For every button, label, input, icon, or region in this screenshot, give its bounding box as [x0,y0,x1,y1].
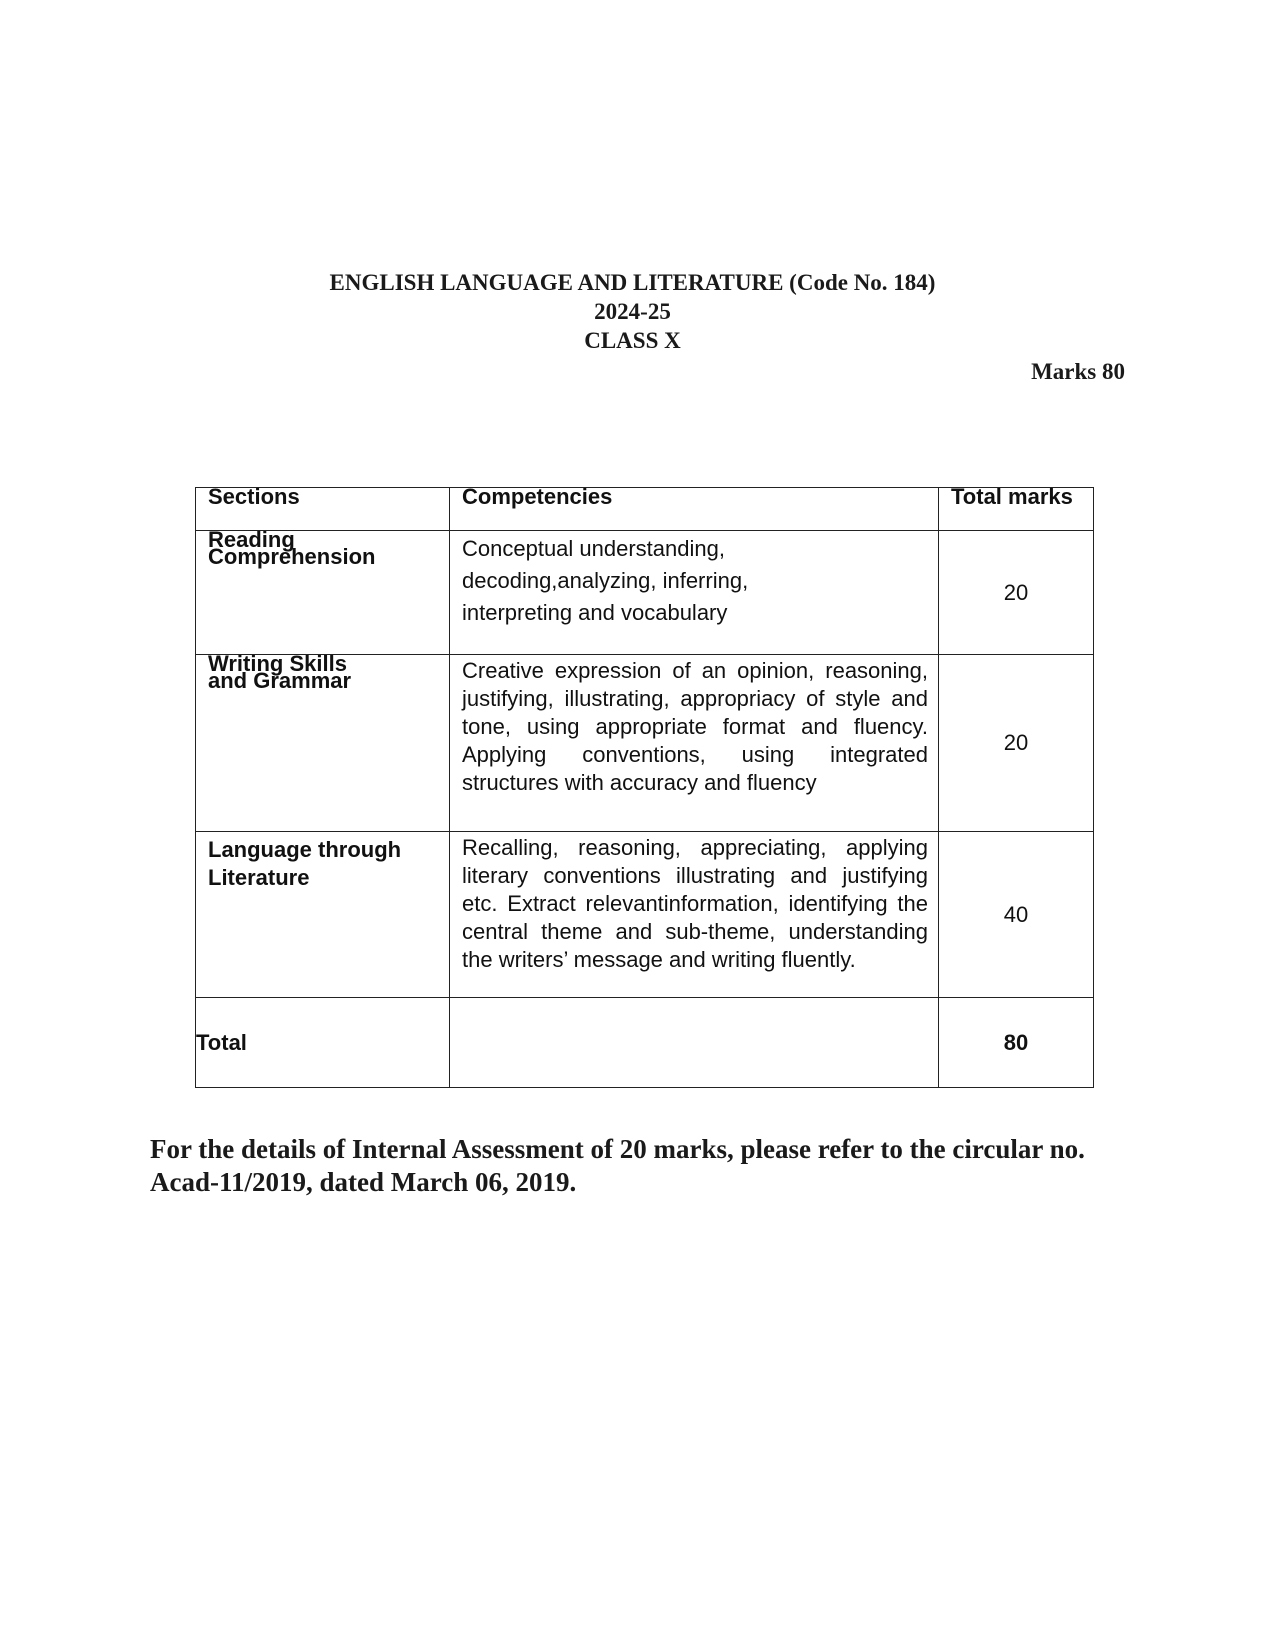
total-row [196,998,1094,1088]
table-row [196,531,1094,655]
section-cell [196,651,450,832]
marks-cell: 40 [939,832,1094,998]
table-row [196,832,1094,998]
section-name: Reading Comprehension [208,527,376,569]
marks-cell: 20 [939,531,1094,655]
section-cell [196,527,450,655]
class-label: CLASS X [584,328,681,353]
marks-distribution-table [195,484,1094,1088]
column-header-total-marks: Total marks [939,488,1094,531]
competencies-cell [450,531,939,655]
competencies-cell [450,655,939,832]
competencies-text: Creative expression of an opinion, reasoning, justifying, illustrating, appropriacy of style and tone, using appropriate format and fluency. Applying conventions, using integrated structures with accuracy and fluency [462,658,928,795]
total-competencies-cell [450,998,939,1088]
session-year: 2024-25 [594,299,671,324]
table-row [196,655,1094,832]
marks-cell: 20 [939,655,1094,832]
total-marks: 80 [939,998,1094,1088]
section-name: Language through Literature [208,837,402,890]
internal-assessment-note: For the details of Internal Assessment of 20 marks, please refer to the circular no. Acad-11/2019, dated March 06, 2019. [150,1134,1085,1197]
competencies-text: Recalling, reasoning, appreciating, applying literary conventions illustrating and justifying etc. Extract relevantinformation, identifying the central theme and sub-theme, understanding the writers’ message and writing fluently. [462,835,928,972]
max-marks: Marks 80 [1031,359,1125,384]
total-label: Total [196,998,450,1088]
section-cell [196,832,450,998]
competencies-text: Conceptual understanding, decoding,analyzing, inferring, interpreting and vocabulary [462,536,749,625]
table-header-row [196,488,1094,531]
document-title: ENGLISH LANGUAGE AND LITERATURE (Code No. 184) [329,270,936,295]
column-header-competencies: Competencies [450,488,939,531]
section-name: Writing Skills and Grammar [208,651,352,693]
competencies-cell [450,832,939,998]
document-header [0,268,1275,355]
column-header-sections: Sections [196,488,450,531]
